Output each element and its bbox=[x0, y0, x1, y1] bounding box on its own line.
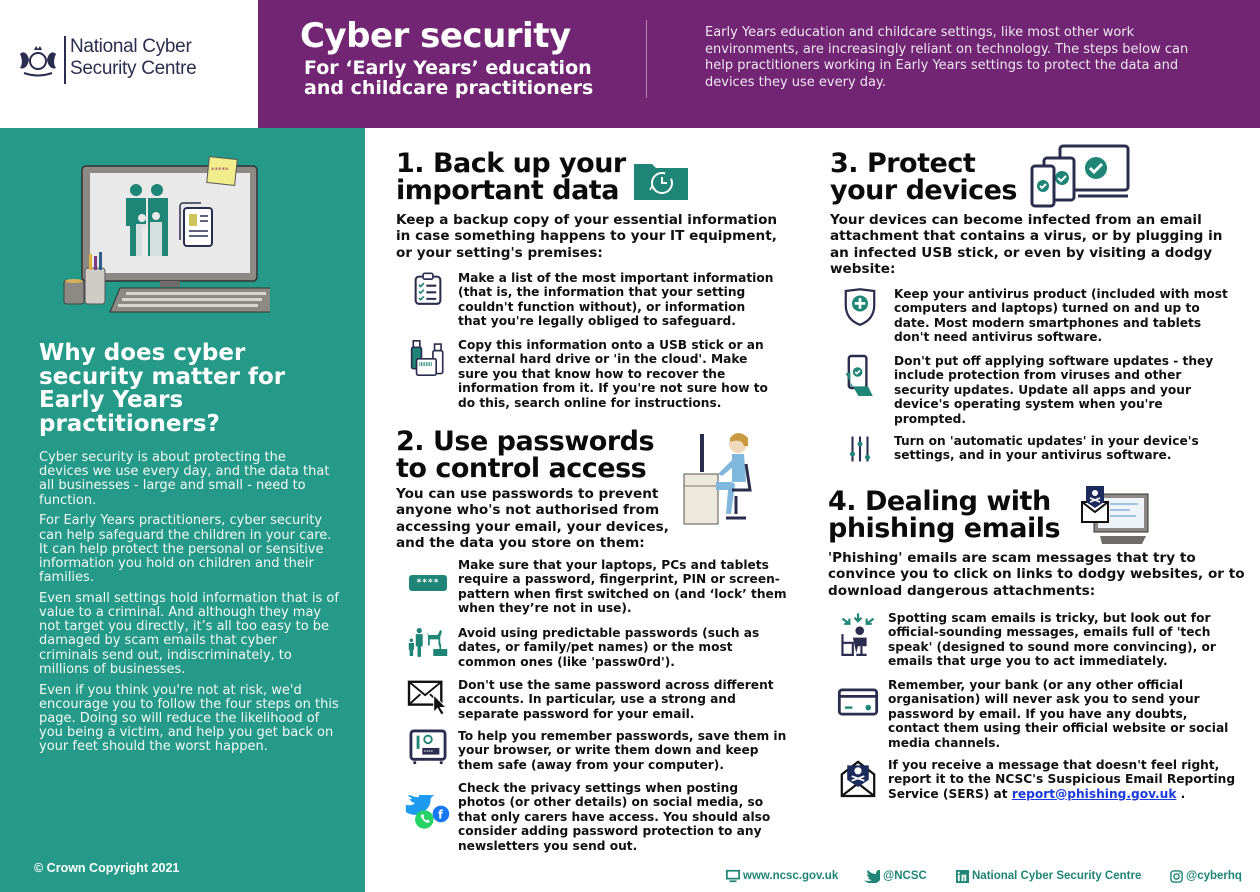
usb-storage-icon bbox=[398, 338, 458, 410]
list-item-text: Remember, your bank (or any other official organisation) will never ask you to send your password by email. If you have any doubts, contact them using their official website or social media channels. bbox=[888, 678, 1229, 750]
checklist-icon bbox=[398, 271, 458, 329]
shield-plus-icon bbox=[830, 287, 890, 345]
logo-text bbox=[70, 36, 196, 80]
instagram-icon bbox=[1170, 870, 1183, 883]
list-item-text: Don't use the same password across different accounts. In particular, use a strong and separate password for your email. bbox=[458, 678, 774, 721]
safe-icon bbox=[398, 729, 458, 772]
list-item-text: Check the privacy settings when posting photos (or other details) on social media, so that only carers have access. You should also consider adding password protection to any newsletters you send out. bbox=[458, 781, 771, 853]
list-item bbox=[830, 434, 1230, 464]
list-item-text bbox=[888, 758, 1238, 801]
sidebar-body bbox=[39, 451, 339, 761]
list-item bbox=[398, 338, 778, 410]
section-intro: You can use passwords to prevent anyone who's not authorised from accessing your email, your devices, and the data you store on them: bbox=[396, 486, 669, 552]
list-item-text: Make a list of the most important information (that is, the information that your setting couldn't function without), or information that you're legally obliged to safeguard. bbox=[458, 271, 774, 329]
list-item bbox=[398, 626, 788, 669]
footer-twitter-label: @NCSC bbox=[883, 870, 927, 882]
person-alert-icon bbox=[828, 611, 888, 669]
subtitle-line-1: For ‘Early Years’ education bbox=[304, 57, 592, 79]
section-intro: 'Phishing' emails are scam messages that try to convince you to click on links to dodgy websites, or to download dangerous attachments: bbox=[828, 550, 1245, 599]
section-title-line: your devices bbox=[830, 175, 1017, 206]
list-item bbox=[828, 678, 1238, 750]
header-divider bbox=[646, 20, 647, 98]
section-title-line: phishing emails bbox=[828, 513, 1061, 544]
footer-instagram-label: @cyberhq bbox=[1186, 870, 1242, 882]
list-item bbox=[828, 611, 1238, 669]
section-title-line: 1. Back up your bbox=[396, 148, 626, 179]
svg-text:****: **** bbox=[423, 750, 434, 756]
logo-area bbox=[0, 0, 258, 128]
list-item bbox=[398, 729, 788, 772]
list-item bbox=[830, 354, 1230, 426]
sidebar-paragraph: Even if you think you're not at risk, we'd encourage you to follow the four steps on this page. Doing so will reduce the likelihood of you being a victim, and help you get back on your feet should the worst happen. bbox=[39, 682, 339, 755]
verified-devices-icon bbox=[1030, 144, 1130, 208]
person-at-computer-illustration bbox=[680, 430, 760, 530]
section-title bbox=[828, 488, 1248, 542]
footer-linkedin[interactable] bbox=[956, 870, 1141, 883]
phone-check-icon bbox=[830, 354, 890, 426]
footer-website-label: www.ncsc.gov.uk bbox=[743, 870, 839, 882]
monitor-icon bbox=[726, 869, 740, 883]
header-intro: Early Years education and childcare settings, like most other work environments, are increasingly reliant on technology. The steps below can help practitioners working in Early Years settings to protect the data and devices they use every day. bbox=[705, 25, 1189, 90]
svg-text:*****: ***** bbox=[211, 166, 229, 174]
footer-linkedin-label: National Cyber Security Centre bbox=[972, 870, 1142, 882]
password-asterisks: **** bbox=[409, 575, 448, 591]
sidebar-paragraph: Cyber security is about protecting the devices we use every day, and the data that all businesses - large and small - need to function. bbox=[39, 450, 330, 508]
list-item-text: To help you remember passwords, save them in your browser, or write them down and keep them safe (away from your computer). bbox=[458, 729, 787, 772]
svg-text:f: f bbox=[438, 808, 443, 822]
sidebar-paragraph: For Early Years practitioners, cyber security can help safeguard the children in your care. It can help protect the personal or sensitive information you hold on children and their families. bbox=[39, 513, 332, 586]
section-intro: Your devices can become infected from an email attachment that contains a virus, or by plugging in an infected USB stick, or even by visiting a dodgy website: bbox=[830, 212, 1223, 278]
sidebar-heading: Why does cyber security matter for Early Years practitioners? bbox=[39, 340, 286, 437]
logo-line-2: Security Centre bbox=[70, 58, 197, 79]
list-item-text: Spotting scam emails is tricky, but look out for official-sounding messages, emails full of 'tech speak' (designed to sound more convincing), or emails that urge you to act immediately. bbox=[888, 611, 1216, 669]
royal-crest-icon bbox=[14, 40, 62, 80]
list-item-text: Turn on 'automatic updates' in your device's settings, and in your antivirus software. bbox=[894, 434, 1199, 463]
settings-sliders-icon bbox=[830, 434, 890, 464]
bank-card-icon bbox=[828, 678, 888, 750]
footer-instagram[interactable] bbox=[1170, 870, 1242, 883]
list-item bbox=[398, 271, 778, 329]
list-item-text: Copy this information onto a USB stick or an external hard drive or 'in the cloud'. Make sure you that know how to recover the information from it. If you're not sure how to do this, search online for instructions. bbox=[458, 338, 768, 410]
footer-twitter[interactable] bbox=[864, 869, 927, 883]
logo-line-1: National Cyber bbox=[70, 36, 192, 57]
list-item-text: Make sure that your laptops, PCs and tablets require a password, fingerprint, PIN or screen-pattern when first switched on (and ‘lock’ them when they’re not in use). bbox=[458, 558, 787, 616]
footer-website[interactable] bbox=[726, 869, 838, 883]
list-item bbox=[828, 758, 1238, 801]
social-media-icon bbox=[398, 781, 458, 853]
section-title-line: important data bbox=[396, 175, 619, 206]
list-item bbox=[398, 558, 788, 616]
logo-divider bbox=[64, 36, 66, 84]
section-passwords bbox=[396, 428, 796, 552]
sidebar-paragraph: Even small settings hold information that is of value to a criminal. And although they may not target you directly, it’s all too easy to be damaged by scam emails that cyber criminals send out, indiscriminately, to millions of businesses. bbox=[39, 590, 339, 677]
password-field-icon bbox=[398, 558, 458, 616]
section-backup bbox=[396, 150, 786, 261]
section-devices bbox=[830, 150, 1230, 278]
page-subtitle bbox=[304, 58, 593, 98]
section-title-line: 3. Protect bbox=[830, 148, 976, 179]
backup-folder-icon bbox=[634, 160, 688, 200]
copyright: © Crown Copyright 2021 bbox=[34, 861, 180, 875]
twitter-icon bbox=[864, 869, 880, 883]
subtitle-line-2: and childcare practitioners bbox=[304, 77, 594, 99]
report-phishing-link[interactable]: report@phishing.gov.uk bbox=[1011, 786, 1177, 801]
email-cursor-icon bbox=[398, 678, 458, 721]
list-item-text: Keep your antivirus product (included with most computers and laptops) turned on and up to date. Most modern smartphones and tablets don't need antivirus software. bbox=[894, 287, 1228, 345]
section-phishing bbox=[828, 488, 1248, 599]
linkedin-icon bbox=[956, 870, 969, 883]
header-banner bbox=[258, 0, 1260, 128]
list-item-text: Don't put off applying software updates - they include protection from viruses and other security updates. Update all apps and your device's operating system when you're prompted. bbox=[894, 354, 1214, 426]
section-title-line: to control access bbox=[396, 453, 647, 484]
section-title-line: 4. Dealing with bbox=[828, 486, 1051, 517]
section-title bbox=[396, 150, 786, 204]
section-intro: Keep a backup copy of your essential information in case something happens to your IT equipment, or your setting's premises: bbox=[396, 212, 778, 261]
skull-envelope-icon bbox=[828, 758, 888, 801]
sidebar bbox=[0, 128, 365, 892]
list-item bbox=[398, 678, 788, 721]
section-title-line: 2. Use passwords bbox=[396, 426, 655, 457]
list-item-text: Avoid using predictable passwords (such as dates, or family/pet names) or the most common ones (like 'passw0rd'). bbox=[458, 626, 760, 669]
report-text-before: If you receive a message that doesn't feel right, report it to the NCSC's Suspicious Email Reporting Service (SERS) at bbox=[888, 758, 1236, 801]
list-item bbox=[830, 287, 1230, 345]
list-item bbox=[398, 781, 788, 853]
computer-family-illustration bbox=[60, 156, 270, 316]
report-text-after: . bbox=[1176, 786, 1186, 801]
family-pet-birthday-icon bbox=[398, 626, 458, 669]
page-title: Cyber security bbox=[300, 16, 571, 56]
phishing-computer-icon bbox=[1080, 484, 1150, 548]
